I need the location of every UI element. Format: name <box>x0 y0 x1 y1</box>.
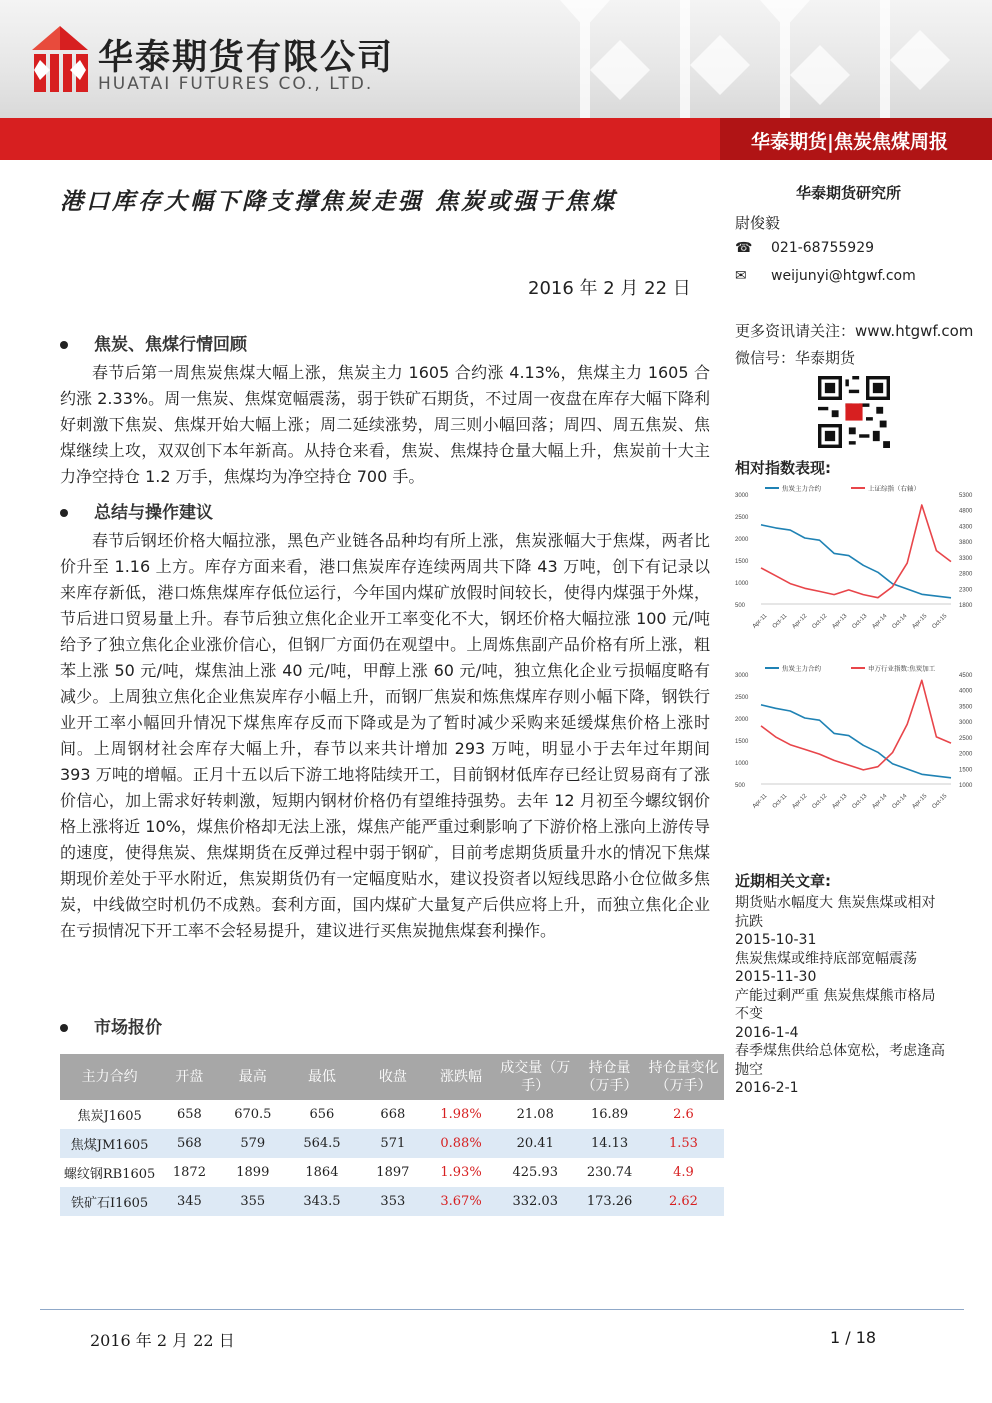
left-tick-label: 2000 <box>735 717 749 723</box>
open-cell: 1872 <box>159 1158 219 1187</box>
x-tick-label: Apr-12 <box>791 613 809 630</box>
left-tick-label: 1500 <box>735 739 749 745</box>
left-tick-label: 3000 <box>735 673 749 679</box>
table-row <box>60 1100 724 1129</box>
x-tick-label: Apr-15 <box>911 613 929 630</box>
table-row <box>60 1129 724 1158</box>
report-date: 2016 年 2 月 22 日 <box>528 278 691 299</box>
column-header: 主力合约 <box>60 1054 159 1100</box>
x-tick-label: Apr-15 <box>911 793 929 810</box>
oi-change-cell: 2.62 <box>643 1187 724 1216</box>
open-interest-cell: 230.74 <box>576 1158 643 1187</box>
section-heading-review <box>60 330 247 355</box>
low-cell: 564.5 <box>286 1129 358 1158</box>
x-tick-label: Oct-13 <box>851 613 869 630</box>
report-type: 华泰期货|焦炭焦煤周报 <box>751 131 948 153</box>
bullet-icon <box>60 509 68 517</box>
close-cell: 571 <box>358 1129 428 1158</box>
column-header: 涨跌幅 <box>428 1054 495 1100</box>
wechat-qr-code <box>818 376 890 448</box>
volume-cell: 332.03 <box>494 1187 576 1216</box>
relative-index-chart-sse <box>733 480 983 630</box>
legend-label: 焦炭主力合约 <box>782 484 821 493</box>
low-cell: 1864 <box>286 1158 358 1187</box>
left-tick-label: 3000 <box>735 493 749 499</box>
open-cell: 568 <box>159 1129 219 1158</box>
series-line <box>761 505 951 598</box>
open-interest-cell: 14.13 <box>576 1129 643 1158</box>
summary-paragraph: 春节后钢坯价格大幅拉涨，黑色产业链各品种均有所上涨，焦炭涨幅大于焦煤，两者比价升至 1.16 上方。库存方面来看，港口焦炭库存连续两周共下降 43 万吨，创下有记录以来库存新低，港口炼焦煤库存低位运行，今年国内煤矿放假时间较长，使得内煤强于外煤，节后进口贸易量上升。春节后独立焦化企业开工率变化不大，钢坯价格大幅拉涨 100 元/吨给予了独立焦化企业涨价信心，但钢厂方面仍在观望中。上周炼焦副产品价格有所上涨，粗苯上涨 50 元/吨，煤焦油上涨 40 元/吨，甲醇上涨 60 元/吨，独立焦化企业亏损幅度略有减少。上周独立焦化企业焦炭库存小幅上升，而钢厂焦炭和炼焦煤库存则小幅下降，钢铁行业开工率小幅回升情况下煤焦库存反而下降或是为了暂时减少采购来延缓煤焦价格上涨时间。上周钢材社会库存大幅上升，春节以来共计增加 293 万吨，明显小于去年过年期间 393 万吨的增幅。正月十五以后下游工地将陆续开工，目前钢材低库存已经让贸易商有了涨价信心，加上需求好转刺激，短期内钢材价格仍有望维持强势。去年 12 月初至今螺纹钢价格上涨将近 10%，煤焦价格却无法上涨，煤焦产能严重过剩影响了下游价格上涨向上游传导的速度，使得焦炭、焦煤期货在反弹过程中弱于钢矿，目前考虑期货质量升水的情况下焦煤期现价差处于平水附近，焦炭期货仍有一定幅度贴水，建议投资者以短线思路小仓位做多焦炭，中线做空时机仍不成熟。套利方面，国内煤矿大量复产后供应将上升，而独立焦化企业在亏损情况下开工率不会轻易提升，建议进行买焦炭抛焦煤套利操作。 <box>60 531 710 940</box>
x-tick-label: Apr-11 <box>751 613 769 630</box>
contract-cell: 铁矿石I1605 <box>60 1187 159 1216</box>
article-date: 2016-2-1 <box>735 1080 799 1096</box>
email-link[interactable]: weijunyi@htgwf.com <box>771 268 916 284</box>
x-tick-label: Oct-14 <box>891 613 909 630</box>
article-title[interactable]: 春季煤焦供给总体宽松，考虑逢高抛空 <box>735 1043 945 1078</box>
analyst-name: 尉俊毅 <box>735 214 781 232</box>
x-tick-label: Apr-14 <box>871 793 889 810</box>
change-cell: 3.67% <box>428 1187 495 1216</box>
right-tick-label: 4300 <box>959 524 973 531</box>
column-header: 最低 <box>286 1054 358 1100</box>
table-row <box>60 1187 724 1216</box>
right-tick-label: 2500 <box>959 735 973 742</box>
section-heading-text: 焦炭、焦煤行情回顾 <box>94 335 247 355</box>
relative-index-title: 相对指数表现: <box>735 459 831 477</box>
x-tick-label: Oct-11 <box>771 613 789 630</box>
left-tick-label: 1500 <box>735 559 749 565</box>
left-tick-label: 1000 <box>735 581 749 587</box>
related-articles-list <box>735 894 945 1098</box>
company-logo-icon <box>30 24 90 94</box>
article-title[interactable]: 期货贴水幅度大 焦炭焦煤或相对抗跌 <box>735 895 936 930</box>
close-cell: 668 <box>358 1100 428 1129</box>
related-articles-title: 近期相关文章: <box>735 872 831 890</box>
legend-label: 上证综指（右轴） <box>868 484 920 493</box>
legend-label: 申万行业指数:焦炭加工 <box>868 664 936 673</box>
column-header: 持仓量变化（万手） <box>643 1054 724 1100</box>
section-heading-market <box>60 1013 162 1038</box>
right-tick-label: 4800 <box>959 508 973 515</box>
right-tick-label: 3500 <box>959 704 973 711</box>
right-tick-label: 3300 <box>959 555 973 562</box>
open-interest-cell: 173.26 <box>576 1187 643 1216</box>
institute-name: 华泰期货研究所 <box>796 184 902 202</box>
right-tick-label: 2000 <box>959 751 973 758</box>
table-header-row <box>60 1054 724 1100</box>
series-line <box>761 525 951 598</box>
column-header: 收盘 <box>358 1054 428 1100</box>
column-header: 开盘 <box>159 1054 219 1100</box>
open-interest-cell: 16.89 <box>576 1100 643 1129</box>
close-cell: 1897 <box>358 1158 428 1187</box>
bullet-icon <box>60 1024 68 1032</box>
x-tick-label: Oct-12 <box>811 613 829 630</box>
x-tick-label: Apr-14 <box>871 613 889 630</box>
x-tick-label: Apr-13 <box>831 793 849 810</box>
right-tick-label: 1800 <box>959 603 973 609</box>
low-cell: 343.5 <box>286 1187 358 1216</box>
x-tick-label: Apr-12 <box>791 793 809 810</box>
left-tick-label: 2500 <box>735 515 749 521</box>
wechat-id: 微信号：华泰期货 <box>735 349 856 367</box>
section-heading-summary <box>60 498 213 523</box>
article-date: 2015-10-31 <box>735 932 817 948</box>
article-title[interactable]: 产能过剩严重 焦炭焦煤熊市格局不变 <box>735 987 936 1022</box>
open-cell: 345 <box>159 1187 219 1216</box>
volume-cell: 20.41 <box>494 1129 576 1158</box>
volume-cell: 425.93 <box>494 1158 576 1187</box>
section-heading-text: 市场报价 <box>94 1018 162 1038</box>
bullet-icon <box>60 341 68 349</box>
right-tick-label: 4000 <box>959 688 973 695</box>
volume-cell: 21.08 <box>494 1100 576 1129</box>
article-date: 2016-1-4 <box>735 1024 799 1041</box>
article-date: 2015-11-30 <box>735 969 817 985</box>
oi-change-cell: 4.9 <box>643 1158 724 1187</box>
legend-label: 焦炭主力合约 <box>782 664 821 673</box>
high-cell: 670.5 <box>220 1100 286 1129</box>
article-title[interactable]: 焦炭焦煤或维持底部宽幅震荡 <box>735 950 917 967</box>
footer-date: 2016 年 2 月 22 日 <box>90 1331 235 1350</box>
change-cell: 1.98% <box>428 1100 495 1129</box>
left-tick-label: 500 <box>735 603 746 609</box>
column-header: 最高 <box>220 1054 286 1100</box>
section-heading-text: 总结与操作建议 <box>94 503 213 523</box>
right-tick-label: 2800 <box>959 571 973 578</box>
phone-number: 021-68755929 <box>771 240 875 256</box>
oi-change-cell: 1.53 <box>643 1129 724 1158</box>
low-cell: 656 <box>286 1100 358 1129</box>
x-tick-label: Oct-11 <box>771 793 789 810</box>
left-tick-label: 2500 <box>735 695 749 701</box>
company-name-cn: 华泰期货有限公司 <box>98 38 395 78</box>
column-header: 成交量（万手） <box>494 1054 576 1100</box>
left-tick-label: 500 <box>735 783 746 789</box>
contract-cell: 焦煤JM1605 <box>60 1129 159 1158</box>
right-tick-label: 3800 <box>959 540 973 547</box>
right-tick-label: 2300 <box>959 587 973 594</box>
company-name-en: HUATAI FUTURES CO., LTD. <box>98 74 374 94</box>
phone-row <box>735 240 874 256</box>
x-tick-label: Oct-12 <box>811 793 829 810</box>
x-tick-label: Apr-11 <box>751 793 769 810</box>
email-row <box>735 268 916 284</box>
contract-cell: 螺纹钢RB1605 <box>60 1158 159 1187</box>
high-cell: 355 <box>220 1187 286 1216</box>
review-paragraph: 春节后第一周焦炭焦煤大幅上涨，焦炭主力 1605 合约涨 4.13%，焦煤主力 1605 合约涨 2.33%。周一焦炭、焦煤宽幅震荡，弱于铁矿石期货，不过周一夜盘在库存大幅下降利好刺激下焦炭、焦煤开始大幅上涨；周二延续涨势，周三则小幅回落；周四、周五焦炭、焦煤继续上攻，双双创下本年新高。从持仓来看，焦炭、焦煤持仓量大幅上升，焦炭前十大主力净空持仓 1.2 万手，焦煤均为净空持仓 700 手。 <box>60 363 710 486</box>
page-number: 1 / 18 <box>830 1328 877 1347</box>
high-cell: 1899 <box>220 1158 286 1187</box>
x-tick-label: Oct-15 <box>931 613 949 630</box>
x-tick-label: Apr-13 <box>831 613 849 630</box>
oi-change-cell: 2.6 <box>643 1100 724 1129</box>
contract-cell: 焦炭J1605 <box>60 1100 159 1129</box>
right-tick-label: 1000 <box>959 783 973 789</box>
header-decoration <box>560 0 992 118</box>
change-cell: 0.88% <box>428 1129 495 1158</box>
more-info-link[interactable]: 更多资讯请关注：www.htgwf.com <box>735 322 974 340</box>
x-tick-label: Oct-15 <box>931 793 949 810</box>
market-quote-table <box>60 1054 724 1216</box>
footer-divider <box>40 1309 964 1310</box>
mail-icon: ✉ <box>735 268 747 284</box>
left-tick-label: 2000 <box>735 537 749 543</box>
report-title: 港口库存大幅下降支撑焦炭走强 焦炭或强于焦煤 <box>60 188 618 215</box>
column-header: 持仓量（万手） <box>576 1054 643 1100</box>
right-tick-label: 1500 <box>959 767 973 774</box>
right-tick-label: 4500 <box>959 673 973 679</box>
high-cell: 579 <box>220 1129 286 1158</box>
right-tick-label: 5300 <box>959 493 973 499</box>
close-cell: 353 <box>358 1187 428 1216</box>
relative-index-chart-sw-coke <box>733 660 983 810</box>
x-tick-label: Oct-13 <box>851 793 869 810</box>
table-row <box>60 1158 724 1187</box>
right-tick-label: 3000 <box>959 720 973 727</box>
series-line <box>761 680 951 770</box>
phone-icon: ☎ <box>735 240 753 256</box>
open-cell: 658 <box>159 1100 219 1129</box>
x-tick-label: Oct-14 <box>891 793 909 810</box>
left-tick-label: 1000 <box>735 761 749 767</box>
change-cell: 1.93% <box>428 1158 495 1187</box>
